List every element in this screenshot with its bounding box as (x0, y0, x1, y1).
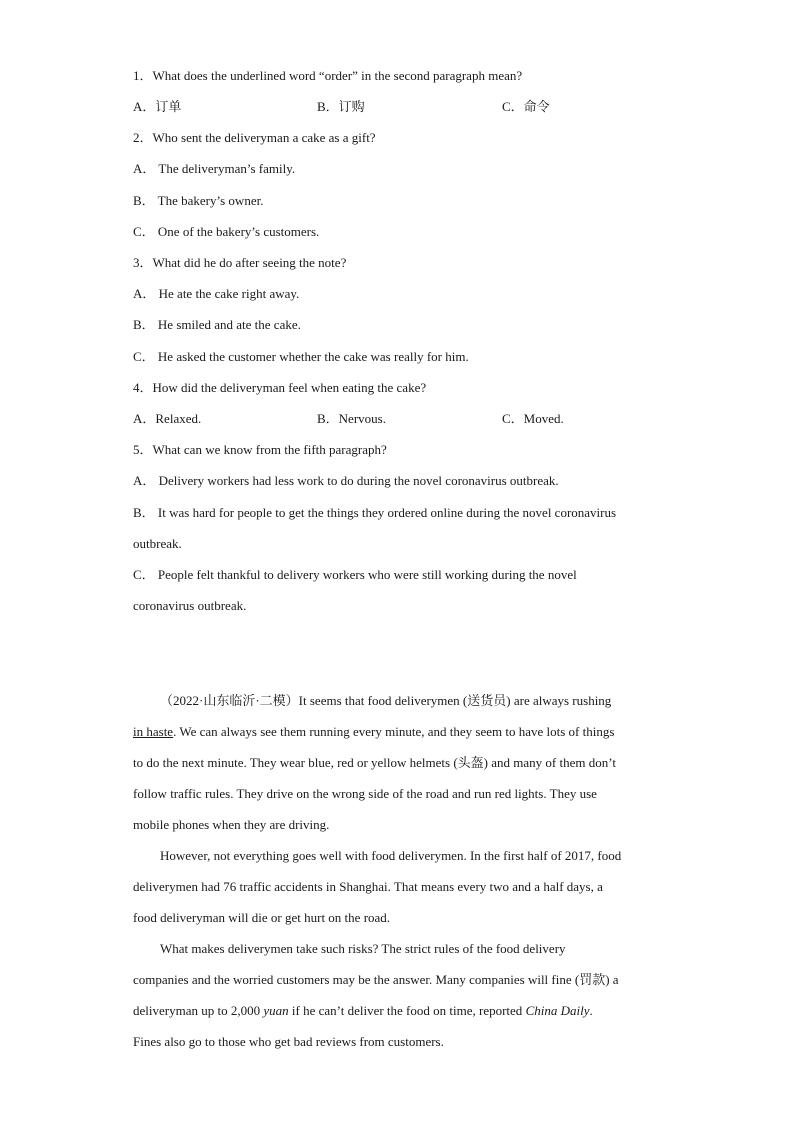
option-b: B． He smiled and ate the cake. (133, 317, 301, 332)
passage-text: if he can’t deliver the food on time, reported (288, 1003, 526, 1018)
option-b: B．Nervous. (317, 411, 386, 426)
option-a: A． The deliveryman’s family. (133, 161, 296, 176)
option-b: B． The bakery’s owner. (133, 193, 264, 208)
question-3-stem: 3．What did he do after seeing the note? (133, 255, 347, 270)
italic-term: yuan (263, 1003, 289, 1018)
passage-paragraph-3 (133, 933, 663, 1057)
question-5-stem: 5．What can we know from the fifth paragraph? (133, 442, 387, 457)
option-c: C． People felt thankful to delivery workers who were still working during the novel (133, 567, 577, 582)
passage-paragraph-1 (133, 685, 663, 840)
option-c: C． He asked the customer whether the cake was really for him. (133, 349, 469, 364)
passage-text: food deliveryman will die or get hurt on the road. (133, 910, 391, 925)
passage-text: mobile phones when they are driving. (133, 817, 330, 832)
passage-text: deliverymen had 76 traffic accidents in Shanghai. That means every two and a half days, a (133, 879, 603, 894)
italic-source: China Daily (525, 1003, 590, 1018)
question-4-stem: 4．How did the deliveryman feel when eating the cake? (133, 380, 427, 395)
passage-text: . (589, 1003, 593, 1018)
passage-text: follow traffic rules. They drive on the wrong side of the road and run red lights. They use (133, 786, 597, 801)
passage-text: However, not everything goes well with food deliverymen. In the first half of 2017, food (160, 848, 622, 863)
option-a: A． Delivery workers had less work to do during the novel coronavirus outbreak. (133, 473, 559, 488)
question-2-stem: 2．Who sent the deliveryman a cake as a gift? (133, 130, 376, 145)
question-1-stem: 1．What does the underlined word “order” in the second paragraph mean? (133, 68, 523, 83)
option-a: A．订单 (133, 99, 182, 114)
passage-paragraph-2 (133, 840, 663, 933)
passage-text: What makes deliverymen take such risks? The strict rules of the food delivery (160, 941, 566, 956)
option-b: B． It was hard for people to get the things they ordered online during the novel coronavirus (133, 505, 617, 520)
option-b-continued: outbreak. (133, 536, 182, 551)
passage-text: companies and the worried customers may be the answer. Many companies will fine (罚款) a (133, 972, 619, 987)
option-b: B．订购 (317, 99, 365, 114)
option-c: C． One of the bakery’s customers. (133, 224, 320, 239)
question-1-options (133, 99, 693, 115)
option-a: A．Relaxed. (133, 411, 202, 426)
source-label: （2022·山东临沂·二模） (160, 693, 299, 708)
passage-text: Fines also go to those who get bad reviews from customers. (133, 1034, 444, 1049)
passage-text: . We can always see them running every minute, and they seem to have lots of things (173, 724, 615, 739)
option-c-continued: coronavirus outbreak. (133, 598, 247, 613)
question-4-options (133, 411, 693, 427)
passage-text: It seems that food deliverymen (送货员) are always rushing (298, 693, 612, 708)
option-c: C．命令 (502, 99, 550, 114)
option-c: C．Moved. (502, 411, 564, 426)
passage-text: deliveryman up to 2,000 (133, 1003, 264, 1018)
passage-text: to do the next minute. They wear blue, red or yellow helmets (头盔) and many of them don’t (133, 755, 616, 770)
underlined-phrase: in haste (133, 724, 174, 739)
option-a: A． He ate the cake right away. (133, 286, 300, 301)
